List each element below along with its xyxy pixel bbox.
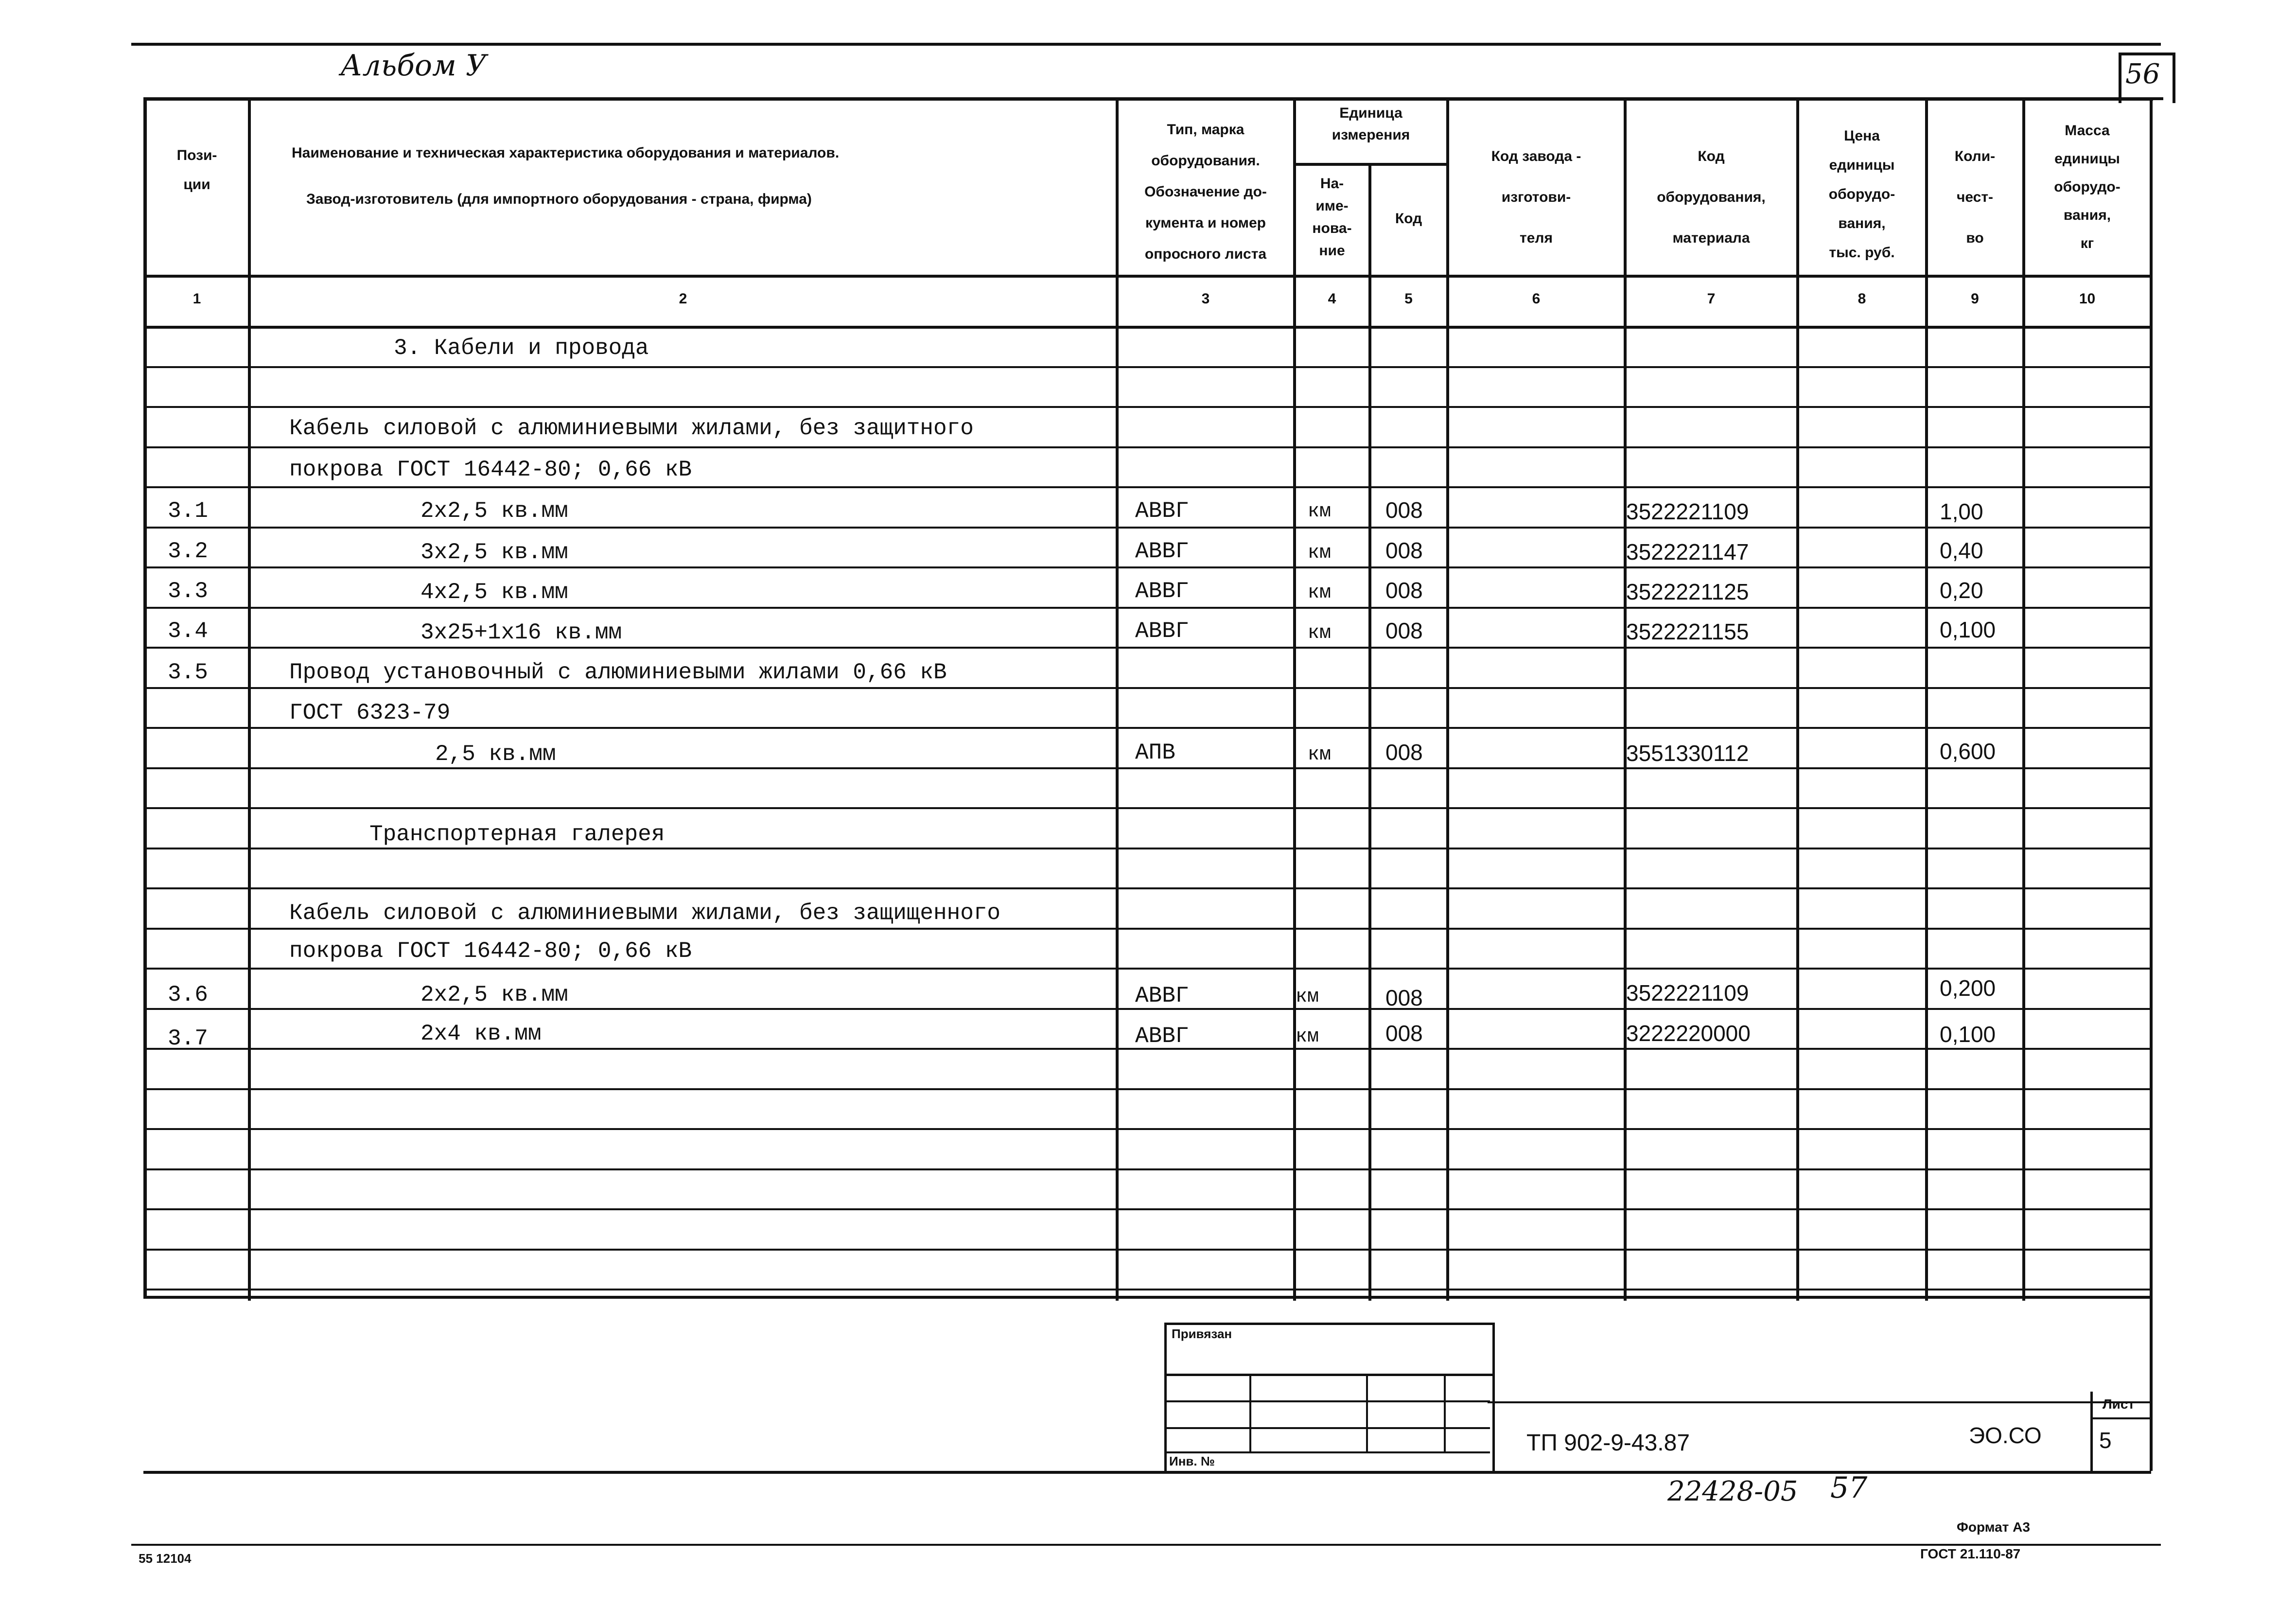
document-code: ТП 902-9-43.87 xyxy=(1526,1430,1690,1456)
row-type: АВВГ xyxy=(1135,1024,1189,1049)
header-bottom-line xyxy=(143,275,2151,278)
row-unit: км xyxy=(1296,986,1319,1008)
row-position: 3.4 xyxy=(168,618,208,644)
header-unit-code: Код xyxy=(1395,211,1422,227)
row-position: 3.6 xyxy=(168,982,208,1007)
header-unit-group: Единица измерения xyxy=(1332,105,1410,143)
header-factory-code: Код завода - изготови- теля xyxy=(1491,148,1581,246)
row-quantity: 0,100 xyxy=(1940,1022,1996,1047)
stamp-grid-line xyxy=(1164,1400,1490,1402)
list-label: Лист xyxy=(2103,1396,2135,1412)
row-name: покрова ГОСТ 16442-80; 0,66 кВ xyxy=(289,457,692,482)
row-separator xyxy=(143,1249,2151,1251)
bottom-rule xyxy=(131,1544,2161,1546)
stamp-grid-line xyxy=(1444,1374,1446,1451)
row-name: 2х2,5 кв.мм xyxy=(421,982,568,1007)
row-name: Кабель силовой с алюминиевыми жилами, без защитного xyxy=(289,416,974,441)
row-separator xyxy=(143,647,2151,649)
row-unit-code: 008 xyxy=(1385,618,1423,643)
row-position: 3.7 xyxy=(168,1026,208,1051)
row-separator xyxy=(143,406,2151,408)
list-number: 5 xyxy=(2099,1428,2112,1453)
col-divider-4 xyxy=(1368,163,1371,1301)
row-unit: км xyxy=(1296,1026,1319,1048)
header-quantity: Коли- чест- во xyxy=(1954,148,1996,246)
row-name: Кабель силовой с алюминиевыми жилами, без защищенного xyxy=(289,901,1001,926)
row-unit: км xyxy=(1308,622,1332,644)
colnum-3: 3 xyxy=(1201,291,1210,307)
row-name: ГОСТ 6323-79 xyxy=(289,700,451,725)
row-material-code: 3551330112 xyxy=(1626,741,1749,766)
handwritten-page: 57 xyxy=(1830,1471,1868,1505)
row-material-code: 3522221125 xyxy=(1626,579,1749,604)
row-quantity: 0,40 xyxy=(1940,538,1983,563)
row-name: 2х2,5 кв.мм xyxy=(421,498,568,524)
top-border-line xyxy=(131,43,2161,46)
colnum-6: 6 xyxy=(1532,291,1541,307)
col-divider-3 xyxy=(1293,97,1296,1301)
row-type: АВВГ xyxy=(1135,618,1189,644)
col-divider-8 xyxy=(1925,97,1928,1301)
row-separator xyxy=(143,566,2151,568)
colnum-10: 10 xyxy=(2079,291,2096,307)
section-subtitle: Транспортерная галерея xyxy=(369,822,665,847)
row-position: 3.2 xyxy=(168,539,208,564)
row-position: 3.3 xyxy=(168,579,208,604)
row-separator xyxy=(143,928,2151,930)
row-name: 4х2,5 кв.мм xyxy=(421,580,568,605)
row-name: 2х4 кв.мм xyxy=(421,1021,542,1046)
header-mass: Масса единицы оборудо- вания, кг xyxy=(2054,123,2121,251)
table-bottom-line xyxy=(143,1296,2151,1299)
row-type: АПВ xyxy=(1135,740,1175,765)
row-quantity: 1,00 xyxy=(1940,499,1983,524)
colnum-1: 1 xyxy=(193,291,201,307)
row-type: АВВГ xyxy=(1135,539,1189,564)
list-box-line xyxy=(2090,1417,2150,1419)
stamp-grid-line xyxy=(1164,1451,1490,1453)
row-material-code: 3522221109 xyxy=(1626,499,1749,524)
frame-top-right xyxy=(2013,97,2163,100)
row-unit-code: 008 xyxy=(1385,740,1423,765)
col-divider-7 xyxy=(1796,97,1799,1301)
row-separator xyxy=(143,1208,2151,1210)
row-name: покрова ГОСТ 16442-80; 0,66 кВ xyxy=(289,938,692,964)
row-type: АВВГ xyxy=(1135,498,1189,524)
row-separator xyxy=(143,767,2151,769)
section-code: ЭО.СО xyxy=(1969,1423,2042,1448)
stamp-grid-line xyxy=(1249,1374,1251,1451)
header-name-line2: Завод-изготовитель (для импортного оборудования - страна, фирма) xyxy=(306,191,812,207)
row-separator xyxy=(143,1088,2151,1090)
row-name: Провод установочный с алюминиевыми жилами 0,66 кВ xyxy=(289,660,947,685)
row-name: 2,5 кв.мм xyxy=(435,742,556,767)
doc-code-line xyxy=(1488,1401,2151,1403)
col-divider-1 xyxy=(248,97,251,1301)
row-separator xyxy=(143,1289,2151,1290)
row-type: АВВГ xyxy=(1135,579,1189,604)
colnum-4: 4 xyxy=(1328,291,1336,307)
row-separator xyxy=(143,486,2151,488)
header-unit-name: На- име- нова- ние xyxy=(1312,176,1352,259)
header-positions: Пози- ции xyxy=(176,147,217,193)
row-material-code: 3522221155 xyxy=(1626,619,1749,644)
row-separator xyxy=(143,1128,2151,1130)
row-unit: км xyxy=(1308,542,1332,564)
row-name: 3х2,5 кв.мм xyxy=(421,540,568,565)
section-title: 3. Кабели и провода xyxy=(394,336,649,361)
row-separator xyxy=(143,366,2151,368)
colnum-9: 9 xyxy=(1971,291,1979,307)
header-material-code: Код оборудования, материала xyxy=(1657,148,1766,246)
sheet-number-top: 56 xyxy=(2125,58,2160,90)
colnum-7: 7 xyxy=(1707,291,1716,307)
row-separator xyxy=(143,1168,2151,1170)
row-material-code: 3522221109 xyxy=(1626,980,1749,1006)
handwritten-number: 22428-05 xyxy=(1667,1476,1798,1507)
row-type: АВВГ xyxy=(1135,983,1189,1008)
row-quantity: 0,200 xyxy=(1940,975,1996,1001)
row-unit-code: 008 xyxy=(1385,1021,1423,1046)
row-quantity: 0,100 xyxy=(1940,617,1996,642)
row-position: 3.1 xyxy=(168,498,208,524)
row-separator xyxy=(143,446,2151,448)
row-unit-code: 008 xyxy=(1385,538,1423,563)
row-separator xyxy=(143,727,2151,729)
col-divider-9 xyxy=(2022,97,2025,1301)
row-separator xyxy=(143,687,2151,689)
row-material-code: 3522221147 xyxy=(1626,539,1749,565)
row-material-code: 3222220000 xyxy=(1626,1021,1751,1046)
row-unit: км xyxy=(1308,744,1332,766)
colnum-8: 8 xyxy=(1858,291,1866,307)
stamp-grid-line xyxy=(1164,1427,1490,1429)
col-divider-5 xyxy=(1446,97,1449,1301)
privyazan-label: Привязан xyxy=(1172,1326,1232,1341)
row-unit: км xyxy=(1308,582,1332,604)
header-type: Тип, марка оборудования. Обозначение до- кумента и номер опросного листа xyxy=(1144,122,1267,262)
row-separator xyxy=(143,848,2151,849)
row-name: 3х25+1х16 кв.мм xyxy=(421,620,622,645)
header-price: Цена единицы оборудо- вания, тыс. руб. xyxy=(1828,128,1895,261)
header-name-line1: Наименование и техническая характеристика оборудования и материалов. xyxy=(292,145,840,161)
album-label: Альбом У xyxy=(340,49,487,83)
colnum-5: 5 xyxy=(1404,291,1413,307)
row-separator xyxy=(143,887,2151,889)
colnum-bottom-line xyxy=(143,326,2151,329)
row-unit-code: 008 xyxy=(1385,578,1423,603)
row-position: 3.5 xyxy=(168,660,208,685)
row-separator xyxy=(143,968,2151,970)
row-quantity: 0,600 xyxy=(1940,739,1996,764)
row-separator xyxy=(143,607,2151,609)
format-label: Формат А3 xyxy=(1957,1520,2030,1535)
colnum-2: 2 xyxy=(679,291,687,307)
row-unit-code: 008 xyxy=(1385,985,1423,1010)
row-separator xyxy=(143,527,2151,529)
stamp-grid-line xyxy=(1366,1374,1368,1451)
row-unit-code: 008 xyxy=(1385,497,1423,523)
row-separator xyxy=(143,807,2151,809)
gost-label: ГОСТ 21.110-87 xyxy=(1920,1546,2021,1561)
row-quantity: 0,20 xyxy=(1940,578,1983,603)
inv-no-label: Инв. № xyxy=(1169,1454,1215,1468)
col-divider-6 xyxy=(1624,97,1627,1301)
print-code: 55 12104 xyxy=(139,1551,192,1566)
col-divider-2 xyxy=(1116,97,1119,1301)
row-unit: км xyxy=(1308,501,1332,523)
